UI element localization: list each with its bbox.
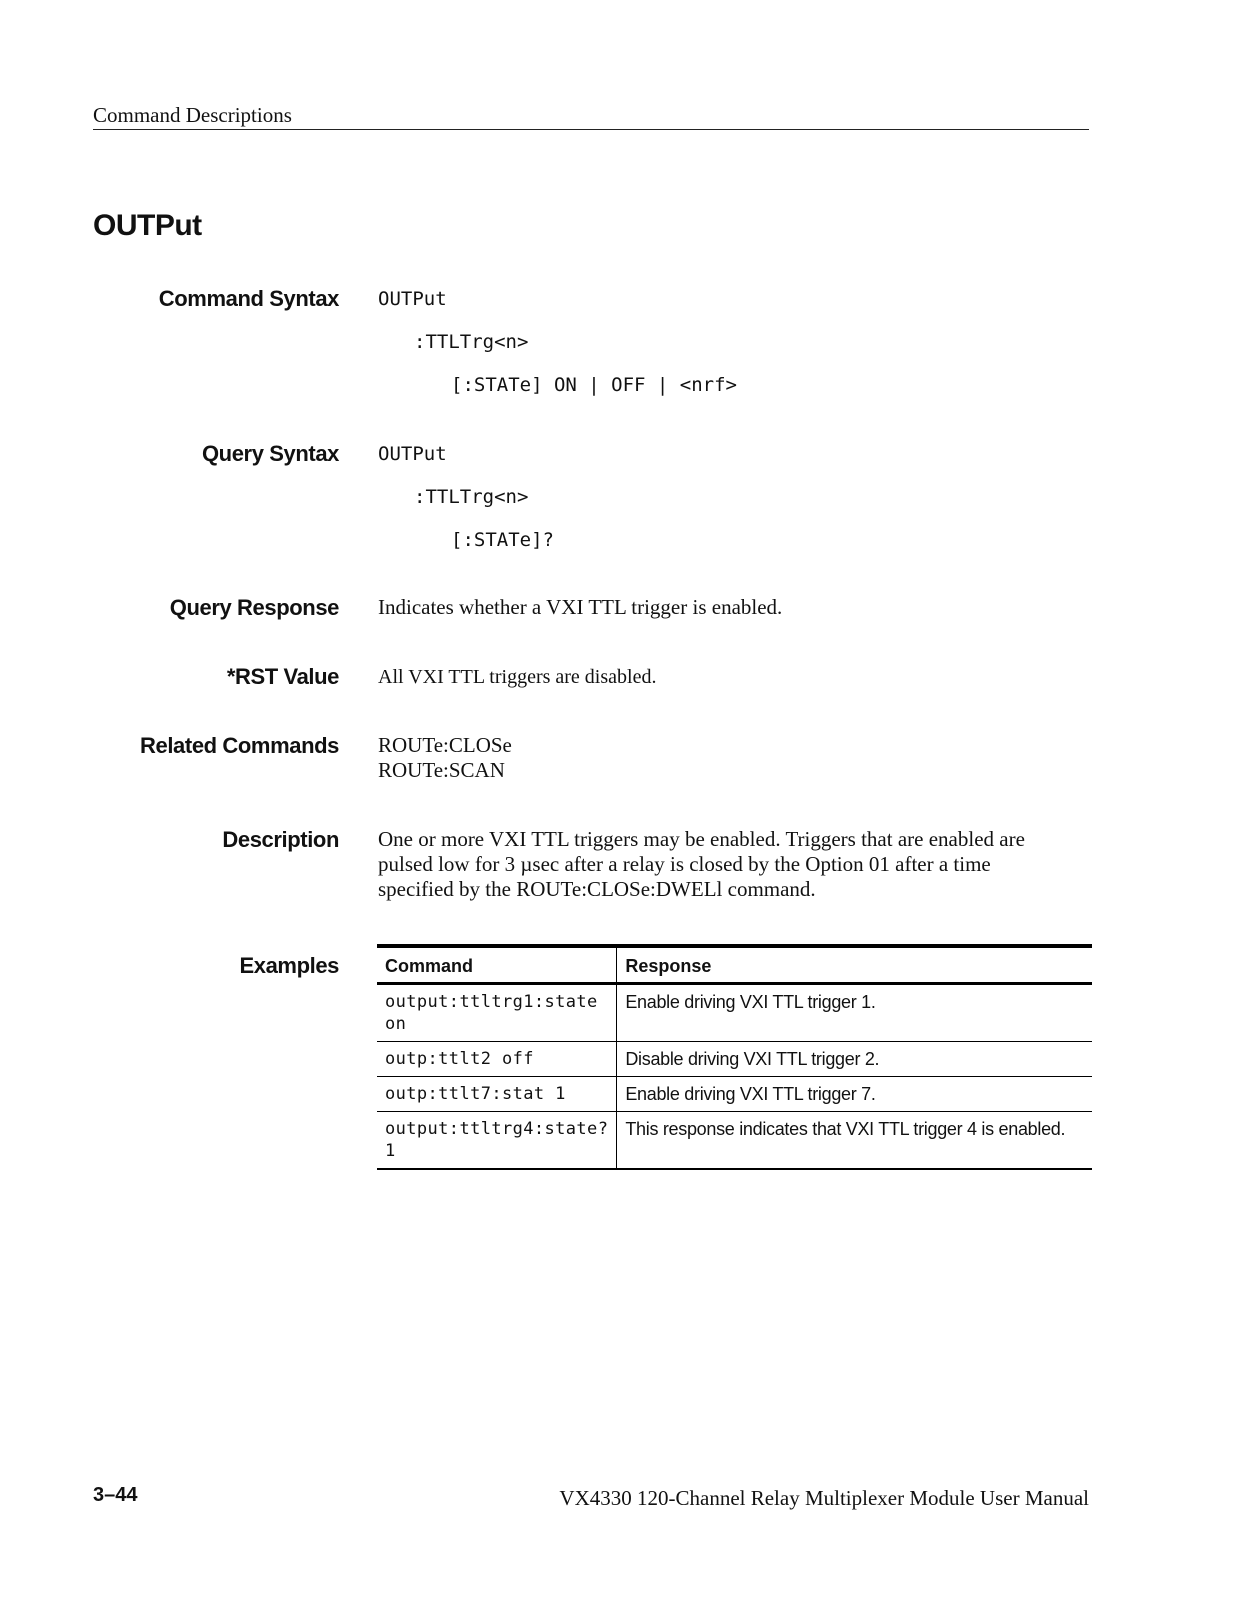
rst-value-text: All VXI TTL triggers are disabled. (378, 666, 657, 688)
example-response: Enable driving VXI TTL trigger 1. (617, 984, 1092, 1042)
example-response: Enable driving VXI TTL trigger 7. (617, 1077, 1092, 1112)
table-row (377, 1077, 1092, 1112)
description-line: specified by the ROUTe:CLOSe:DWELl command. (378, 877, 816, 901)
related-commands-label: Related Commands (140, 733, 339, 758)
command-syntax-line-2: :TTLTrg<n> (414, 331, 529, 353)
description-line: One or more VXI TTL triggers may be enabled. Triggers that are enabled are (378, 827, 1025, 851)
related-command-item: ROUTe:CLOSe (378, 733, 512, 757)
query-response-label: Query Response (169, 595, 339, 620)
related-command-item: ROUTe:SCAN (378, 758, 505, 782)
example-command: outp:ttlt2 off (377, 1042, 617, 1077)
examples-table (377, 944, 1092, 1170)
example-command: output:ttltrg4:state?1 (377, 1112, 617, 1170)
table-row (377, 1042, 1092, 1077)
examples-label: Examples (239, 953, 339, 978)
table-row (377, 1112, 1092, 1170)
table-row (377, 984, 1092, 1042)
query-syntax-label: Query Syntax (201, 441, 339, 466)
running-header: Command Descriptions (93, 103, 1089, 130)
table-header-row (377, 946, 1092, 984)
example-command: output:ttltrg1:state on (377, 984, 617, 1042)
rst-value-label: *RST Value (226, 664, 339, 689)
section-title: OUTPut (93, 209, 202, 242)
command-syntax-line-3: [:STATe] ON | OFF | <nrf> (451, 374, 737, 396)
example-command: outp:ttlt7:stat 1 (377, 1077, 617, 1112)
query-response-text: Indicates whether a VXI TTL trigger is enabled. (378, 595, 783, 619)
page-number: 3–44 (93, 1484, 138, 1506)
query-syntax-line-3: [:STATe]? (451, 529, 554, 551)
query-syntax-line-2: :TTLTrg<n> (414, 486, 529, 508)
query-syntax-line-1: OUTPut (378, 443, 447, 465)
command-syntax-line-1: OUTPut (378, 288, 447, 310)
description-line: pulsed low for 3 µsec after a relay is closed by the Option 01 after a time (378, 852, 991, 876)
description-label: Description (222, 827, 339, 852)
example-response: This response indicates that VXI TTL trigger 4 is enabled. (617, 1112, 1092, 1170)
manual-title: VX4330 120-Channel Relay Multiplexer Module User Manual (559, 1486, 1089, 1510)
column-header-response: Response (617, 946, 1092, 984)
example-response: Disable driving VXI TTL trigger 2. (617, 1042, 1092, 1077)
command-syntax-label: Command Syntax (158, 286, 339, 311)
column-header-command: Command (377, 946, 617, 984)
